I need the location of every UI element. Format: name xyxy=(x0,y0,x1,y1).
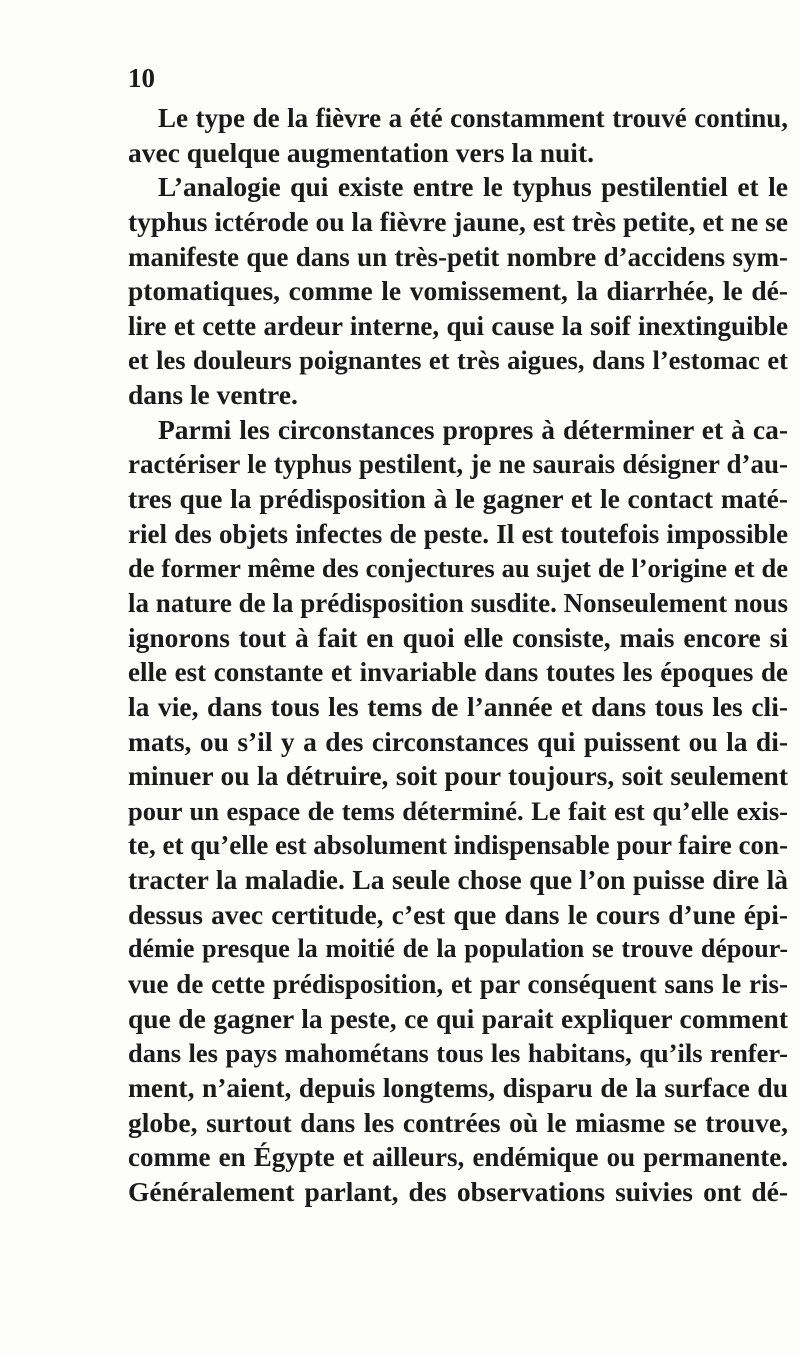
text-line: pour un espace de tems déterminé. Le fait est qu’elle exis- xyxy=(128,795,788,826)
text-line: la vie, dans tous les tems de l’année et dans tous les cli- xyxy=(128,690,788,722)
text-line: tres que la prédisposition à le gagner et le contact maté- xyxy=(128,483,788,515)
text-line: dans les pays mahométans tous les habitans, qu’ils renfer- xyxy=(128,1038,788,1069)
text-line: minuer ou la détruire, soit pour toujours, soit seulement xyxy=(128,760,788,792)
body-text xyxy=(128,101,788,1210)
text-line: riel des objets infectes de peste. Il est toutefois impossible xyxy=(128,518,788,549)
text-line: globe, surtout dans les contrées où le miasme se trouve, xyxy=(128,1106,788,1138)
text-line: ment, n’aient, depuis longtems, disparu de la surface du xyxy=(128,1071,788,1103)
text-line: vue de cette prédisposition, et par conséquent sans le ris- xyxy=(128,969,788,1000)
text-line: et les douleurs poignantes et très aigues, dans l’estomac et xyxy=(128,345,788,376)
text-line: comme en Égypte et ailleurs, endémique ou permanente. xyxy=(128,1142,788,1173)
text-line: mats, ou s’il y a des circonstances qui puissent ou la di- xyxy=(128,725,788,757)
text-line: avec quelque augmentation vers la nuit. xyxy=(128,136,594,168)
text-line: de former même des conjectures au sujet de l’origine et de xyxy=(128,553,788,584)
text-line: ignorons tout à fait en quoi elle consiste, mais encore si xyxy=(128,621,788,653)
text-line: te, et qu’elle est absolument indispensable pour faire con- xyxy=(128,830,788,861)
text-line: lire et cette ardeur interne, qui cause la soif inextinguible xyxy=(128,310,788,341)
text-line: manifeste que dans un très-petit nombre d’accidens sym- xyxy=(128,241,788,272)
text-line: dans le ventre. xyxy=(128,379,298,411)
text-line: L’analogie qui existe entre le typhus pestilentiel et le xyxy=(158,171,788,203)
text-line: Le type de la fièvre a été constamment trouvé continu, xyxy=(158,103,788,133)
text-line: dessus avec certitude, c’est que dans le cours d’une épi- xyxy=(128,898,788,930)
text-line: typhus ictérode ou la fièvre jaune, est très petite, et ne se xyxy=(128,205,788,237)
text-line: Parmi les circonstances propres à déterminer et à ca- xyxy=(158,413,788,445)
text-line: ractériser le typhus pestilent, je ne saurais désigner d’au- xyxy=(128,449,788,480)
text-line: que de gagner la peste, ce qui parait expliquer comment xyxy=(128,1002,788,1034)
text-line: Généralement parlant, des observations suivies ont dé- xyxy=(128,1175,788,1207)
text-line: démie presque la moitié de la population se trouve dépour- xyxy=(128,934,788,964)
text-line: tracter la maladie. La seule chose que l’on puisse dire là xyxy=(128,864,788,896)
text-line: elle est constante et invariable dans toutes les époques de xyxy=(128,657,788,688)
text-line: la nature de la prédisposition susdite. Nonseulement nous xyxy=(128,587,788,618)
text-line: ptomatiques, comme le vomissement, la diarrhée, le dé- xyxy=(128,275,788,307)
page-number: 10 xyxy=(128,63,155,93)
